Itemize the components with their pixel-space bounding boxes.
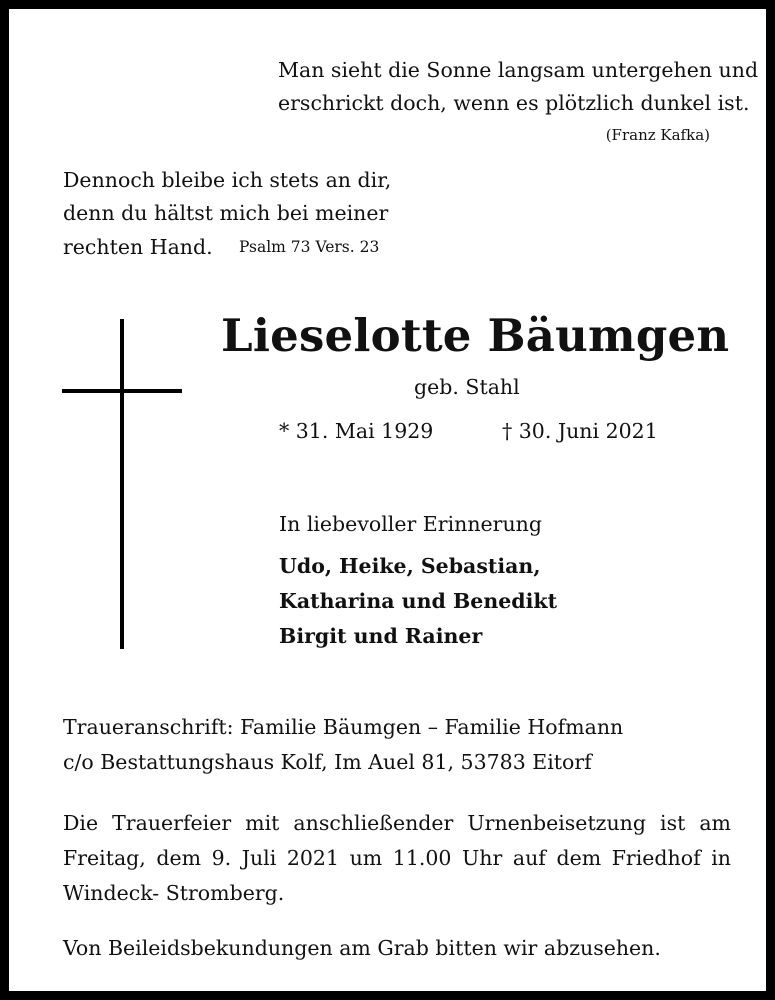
closing-note: Von Beileidsbekundungen am Grab bitten wir abzusehen. [63,936,661,960]
mourner-line: Birgit und Rainer [279,624,483,648]
quote-line-1: Man sieht die Sonne langsam untergehen und [278,58,759,82]
psalm-line-2: denn du hältst mich bei meiner [63,201,389,225]
psalm-reference: Psalm 73 Vers. 23 [239,238,380,256]
deceased-name: Lieselotte Bäumgen [221,309,730,362]
ceremony-paragraph: Die Trauerfeier mit anschließender Urnenbeisetzung ist am Freitag, dem 9. Juli 2021 um 11.00 Uhr auf dem Friedhof in Windeck- Stromberg. [63,811,731,905]
birth-date: * 31. Mai 1929 [279,419,434,443]
death-date: † 30. Juni 2021 [502,419,658,443]
psalm-line-3: rechten Hand. [63,235,213,259]
quote-line-2: erschrickt doch, wenn es plötzlich dunkel ist. [278,91,750,115]
psalm-line-1: Dennoch bleibe ich stets an dir, [63,168,392,192]
address-line-1: Traueranschrift: Familie Bäumgen – Familie Hofmann [63,715,624,739]
mourner-line: Udo, Heike, Sebastian, [279,554,541,578]
mourner-line: Katharina und Benedikt [279,589,558,613]
quote-author: (Franz Kafka) [605,126,710,144]
remembrance-intro: In liebevoller Erinnerung [279,512,542,536]
cross-icon-beam [62,389,182,393]
birth-name: geb. Stahl [414,375,520,399]
cross-icon [120,319,124,649]
address-line-2: c/o Bestattungshaus Kolf, Im Auel 81, 53783 Eitorf [63,750,592,774]
